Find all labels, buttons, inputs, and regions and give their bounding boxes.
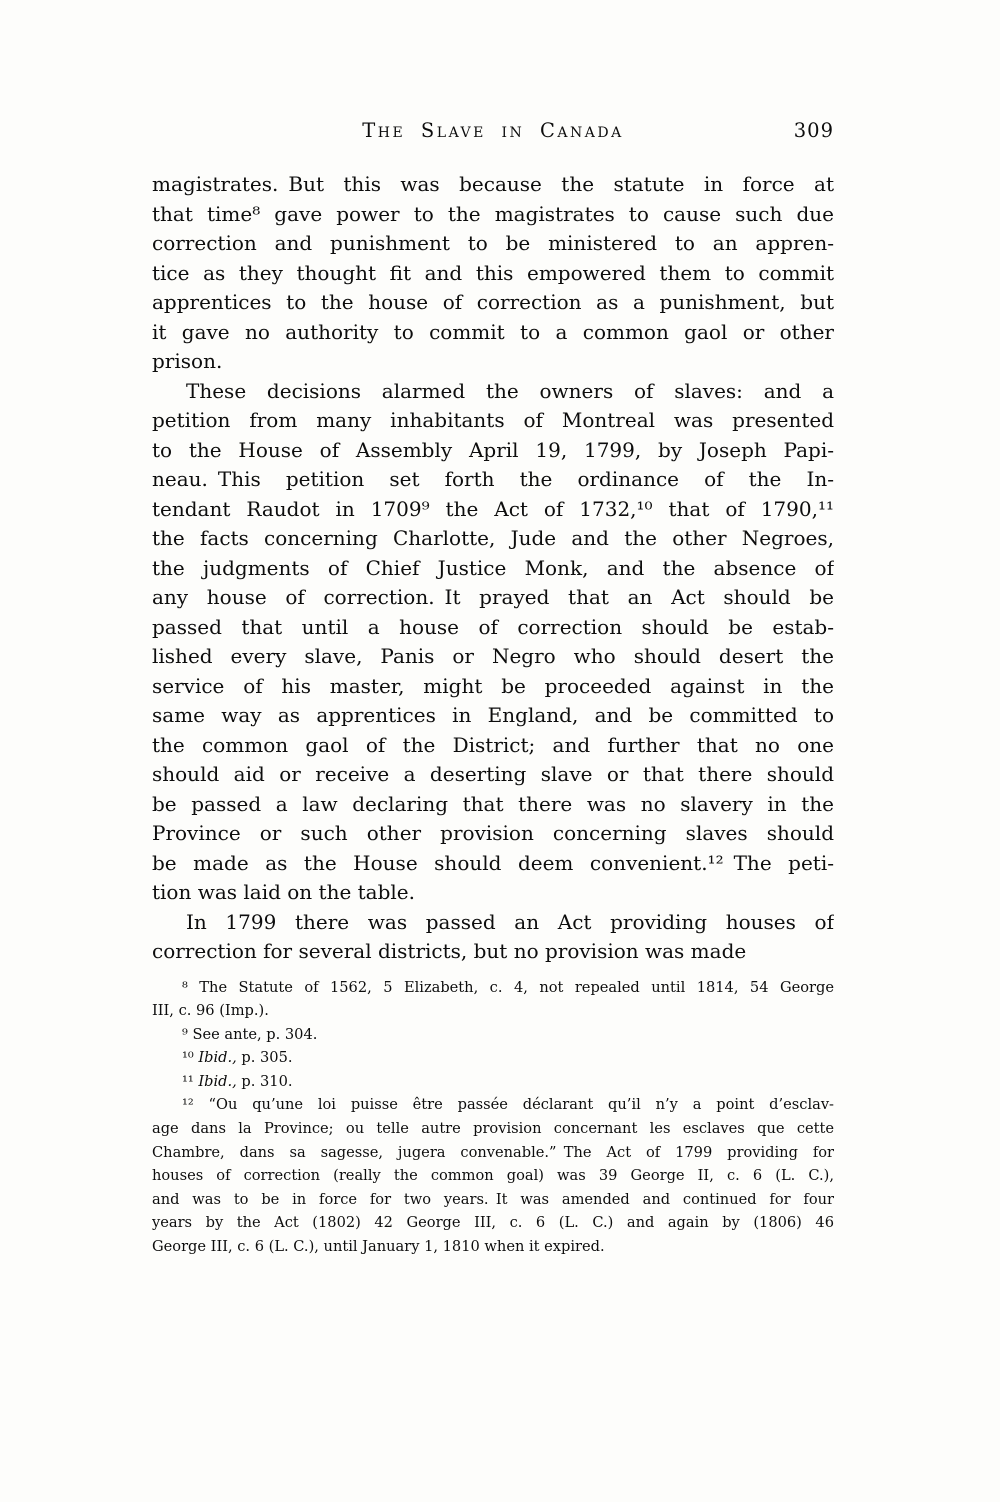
running-title: The Slave in Canada [362, 119, 624, 142]
footnote-line: ⁸ The Statute of 1562, 5 Elizabeth, c. 4, not repealed until 1814, 54 George [182, 978, 834, 996]
footnote-line: ⁹ See ante, p. 304. [182, 1025, 318, 1043]
page-content [152, 118, 834, 1259]
body-line: tendant Raudot in 1709⁹ the Act of 1732,¹⁰ that of 1790,¹¹ [152, 496, 834, 521]
body-text [152, 170, 834, 967]
body-line: should aid or receive a deserting slave or that there should [152, 762, 834, 786]
body-line: apprentices to the house of correction as a punishment, but [152, 290, 834, 314]
body-line: prison. [152, 349, 223, 373]
body-line: service of his master, might be proceeded against in the [152, 673, 834, 698]
body-line: be made as the House should deem convenient.¹² The peti- [152, 850, 834, 875]
body-line: tice as they thought fit and this empowered them to commit [152, 260, 834, 285]
footnote-text: ¹¹ [182, 1072, 199, 1090]
body-line: same way as apprentices in England, and be committed to [152, 703, 834, 727]
footnote-line [152, 1046, 834, 1070]
body-line: to the House of Assembly April 19, 1799, by Joseph Papi- [152, 437, 834, 462]
footnote-line: houses of correction (really the common goal) was 39 George II, c. 6 (L. C.), [152, 1167, 834, 1185]
body-line: neau. This petition set forth the ordinance of the In- [152, 467, 834, 491]
footnote-line [152, 1070, 834, 1094]
footnotes [152, 976, 834, 1259]
footnote-line: and was to be in force for two years. It was amended and continued for four [152, 1190, 834, 1208]
body-line: any house of correction. It prayed that an Act should be [152, 585, 834, 609]
body-line: petition from many inhabitants of Montreal was presented [152, 408, 834, 432]
body-line: correction for several districts, but no provision was made [152, 939, 747, 963]
footnote-citation-italic: Ibid., [198, 1049, 237, 1067]
body-line: the judgments of Chief Justice Monk, and the absence of [152, 555, 834, 580]
footnote-line: Chambre, dans sa sagesse, jugera convenable.” The Act of 1799 providing for [152, 1143, 834, 1161]
body-line: tion was laid on the table. [152, 880, 415, 904]
footnote-line: III, c. 96 (Imp.). [152, 1002, 269, 1020]
footnote-text: p. 310. [236, 1072, 293, 1090]
body-line: that time⁸ gave power to the magistrates to cause such due [152, 201, 834, 226]
footnote-line: ¹² “Ou qu’une loi puisse être passée déclarant qu’il n’y a point d’esclav- [182, 1096, 834, 1114]
body-line: magistrates. But this was because the statute in force at [152, 172, 834, 196]
body-line: passed that until a house of correction should be estab- [152, 614, 834, 639]
body-line: lished every slave, Panis or Negro who should desert the [152, 644, 834, 668]
footnote-citation-italic: Ibid., [198, 1072, 237, 1090]
body-line: These decisions alarmed the owners of slaves: and a [186, 378, 834, 403]
page-header [152, 118, 834, 144]
footnote-line: years by the Act (1802) 42 George III, c. 6 (L. C.) and again by (1806) 46 [152, 1214, 834, 1232]
footnote-text: p. 305. [236, 1049, 293, 1067]
body-line: In 1799 there was passed an Act providing houses of [186, 909, 834, 934]
page-number: 309 [793, 119, 834, 142]
footnote-text: ¹⁰ [182, 1049, 199, 1067]
body-line: the common gaol of the District; and further that no one [152, 732, 834, 757]
body-line: be passed a law declaring that there was no slavery in the [152, 791, 834, 816]
footnote-line: age dans la Province; ou telle autre provision concernant les esclaves que cette [152, 1120, 834, 1138]
body-line: correction and punishment to be ministered to an appren- [152, 231, 834, 255]
body-line: the facts concerning Charlotte, Jude and the other Negroes, [152, 526, 834, 550]
footnote-line: George III, c. 6 (L. C.), until January 1, 1810 when it expired. [152, 1238, 605, 1256]
body-line: it gave no authority to commit to a common gaol or other [152, 319, 834, 344]
body-line: Province or such other provision concerning slaves should [152, 821, 834, 845]
